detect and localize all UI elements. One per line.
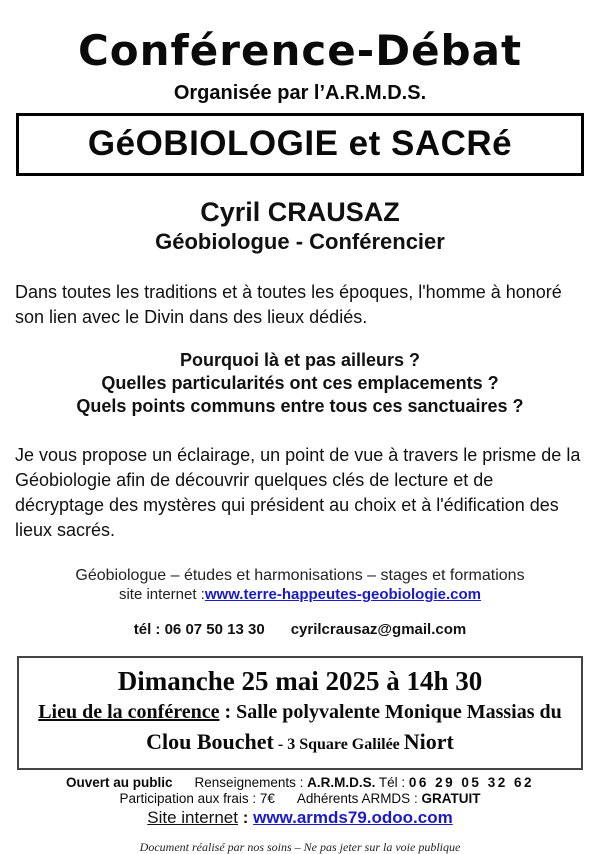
info-label: Renseignements :: [194, 775, 308, 790]
banner-title: GéOBIOLOGIE et SACRé: [87, 124, 513, 163]
event-box: [17, 656, 583, 770]
website-line: [0, 585, 600, 604]
fee-text: Participation aux frais : 7€: [119, 790, 275, 806]
members-value: GRATUIT: [421, 790, 481, 806]
phone-label: tél :: [133, 621, 165, 638]
speaker-name: Cyril CRAUSAZ: [200, 197, 400, 227]
question-line: Quels points communs entre tous ces sanctuaires ?: [76, 396, 524, 416]
location-separator: :: [219, 701, 237, 723]
email-address: cyrilcrausaz@gmail.com: [290, 621, 467, 638]
questions-block: [0, 349, 600, 418]
question-line: Quelles particularités ont ces emplacements ?: [101, 373, 499, 393]
website-link[interactable]: www.terre-happeutes-geobiologie.com: [204, 586, 482, 603]
event-venue-line: [21, 727, 579, 759]
banner-box: [16, 113, 584, 176]
website-label: site internet :: [118, 586, 205, 603]
members-label: Adhérents ARMDS :: [296, 790, 422, 806]
question-line: Pourquoi là et pas ailleurs ?: [179, 350, 421, 370]
event-datetime: Dimanche 25 mai 2025 à 14h 30: [117, 666, 483, 696]
org-name: A.R.M.D.S.: [307, 775, 376, 790]
phone-email-line: [0, 621, 600, 639]
footer-site-line: [0, 808, 600, 828]
speaker-role: Géobiologue - Conférencier: [155, 229, 445, 254]
disclaimer-text: Document réalisé par nos soins – Ne pas jeter sur la voie publique: [139, 840, 461, 854]
open-public-label: Ouvert au public: [66, 775, 173, 790]
venue-address: - 3 Square Galilée: [273, 736, 404, 753]
event-location-line: [21, 698, 579, 727]
phone-number: 06 07 50 13 30: [164, 621, 265, 638]
intro-paragraph: Dans toutes les traditions et à toutes les époques, l'homme à honoré son lien avec le Divin dans des lieux dédiés.: [15, 282, 562, 327]
venue-city: Niort: [403, 729, 454, 754]
footer-info-line: [0, 775, 600, 791]
org-phone: 06 29 05 32 62: [408, 775, 534, 790]
organizer-subtitle: Organisée par l’A.R.M.D.S.: [173, 82, 427, 104]
tel-label: Tél :: [375, 775, 409, 790]
location-label: Lieu de la conférence: [38, 701, 220, 723]
site-label: Site internet: [147, 808, 238, 827]
description-paragraph: Je vous propose un éclairage, un point de vue à travers le prisme de la Géobiologie afin de découvrir quelques clés de lecture et de décryptage des mystères qui président au choix et à l'édification des lieux sacrés.: [15, 445, 581, 540]
footer-fee-line: [0, 791, 600, 807]
services-line: Géobiologue – études et harmonisations – stages et formations: [75, 567, 525, 584]
site-separator: :: [237, 808, 254, 827]
armds-site-link[interactable]: www.armds79.odoo.com: [253, 808, 453, 827]
venue-name: Clou Bouchet: [146, 729, 274, 754]
location-main: Salle polyvalente Monique Massias du: [236, 701, 562, 723]
page-title: Conférence-Débat: [77, 26, 523, 75]
